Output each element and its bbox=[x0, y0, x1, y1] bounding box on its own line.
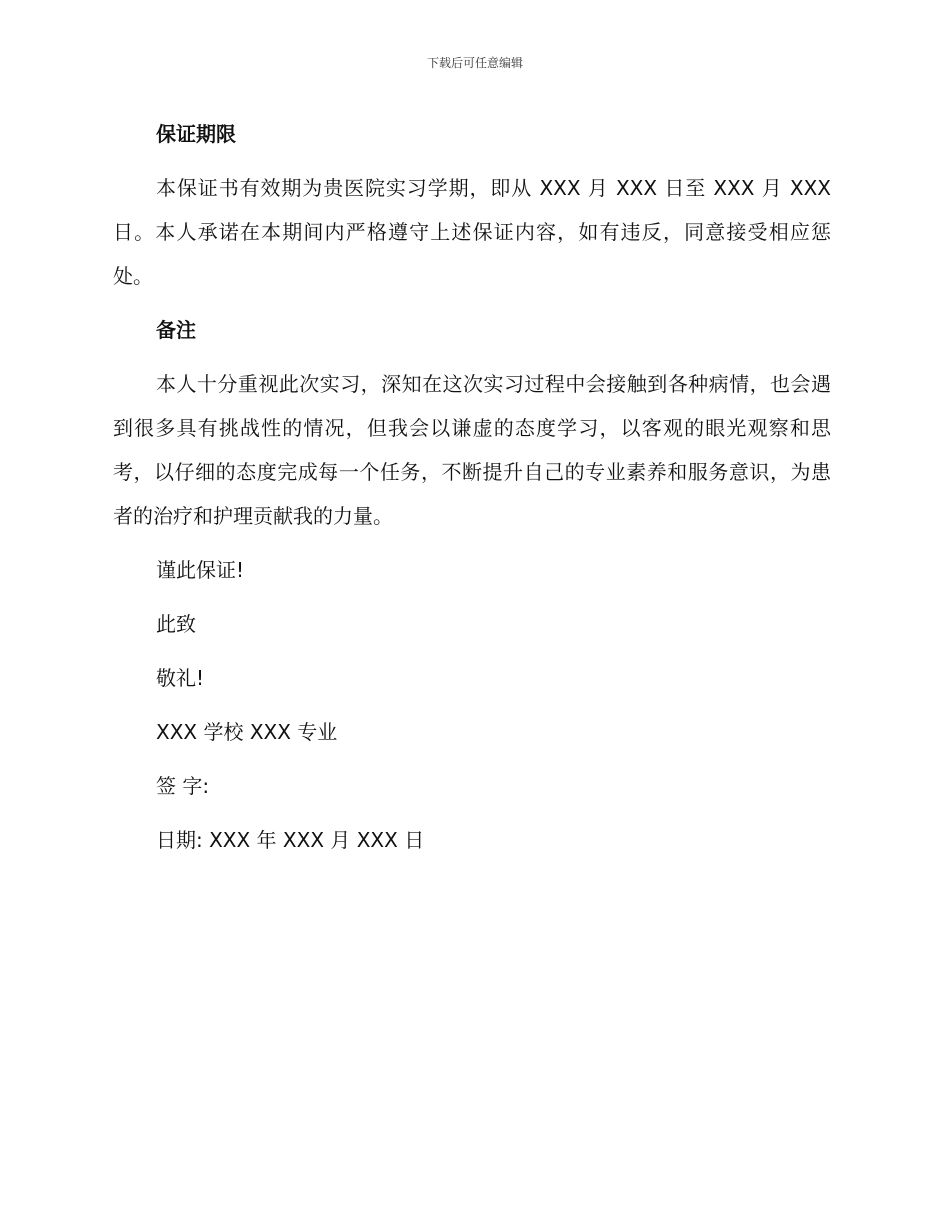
signer-school: XXX 学校 XXX 专业 bbox=[156, 720, 338, 744]
signature-line: 签 字: bbox=[156, 774, 210, 798]
closing-salutation-1: 此致 bbox=[156, 612, 196, 636]
section-body-period: 本保证书有效期为贵医院实习学期，即从 XXX 月 XXX 日至 XXX 月 XXX 日。本人承诺在本期间内严格遵守上述保证内容，如有违反，同意接受相应惩处。 bbox=[113, 176, 831, 288]
date-line: 日期: XXX 年 XXX 月 XXX 日 bbox=[156, 828, 425, 852]
page-header: 下载后可任意编辑 bbox=[426, 56, 523, 70]
section-heading-remarks: 备注 bbox=[156, 318, 196, 342]
document-body bbox=[113, 112, 831, 872]
closing-salutation-2: 敬礼! bbox=[156, 666, 205, 690]
section-body-remarks: 本人十分重视此次实习，深知在这次实习过程中会接触到各种病情，也会遇到很多具有挑战性的情况，但我会以谦虚的态度学习，以客观的眼光观察和思考，以仔细的态度完成每一个任务，不断提升自己的专业素养和服务意识，为患者的治疗和护理贡献我的力量。 bbox=[113, 372, 831, 528]
section-heading-period: 保证期限 bbox=[156, 122, 236, 146]
closing-pledge: 谨此保证! bbox=[156, 558, 245, 582]
